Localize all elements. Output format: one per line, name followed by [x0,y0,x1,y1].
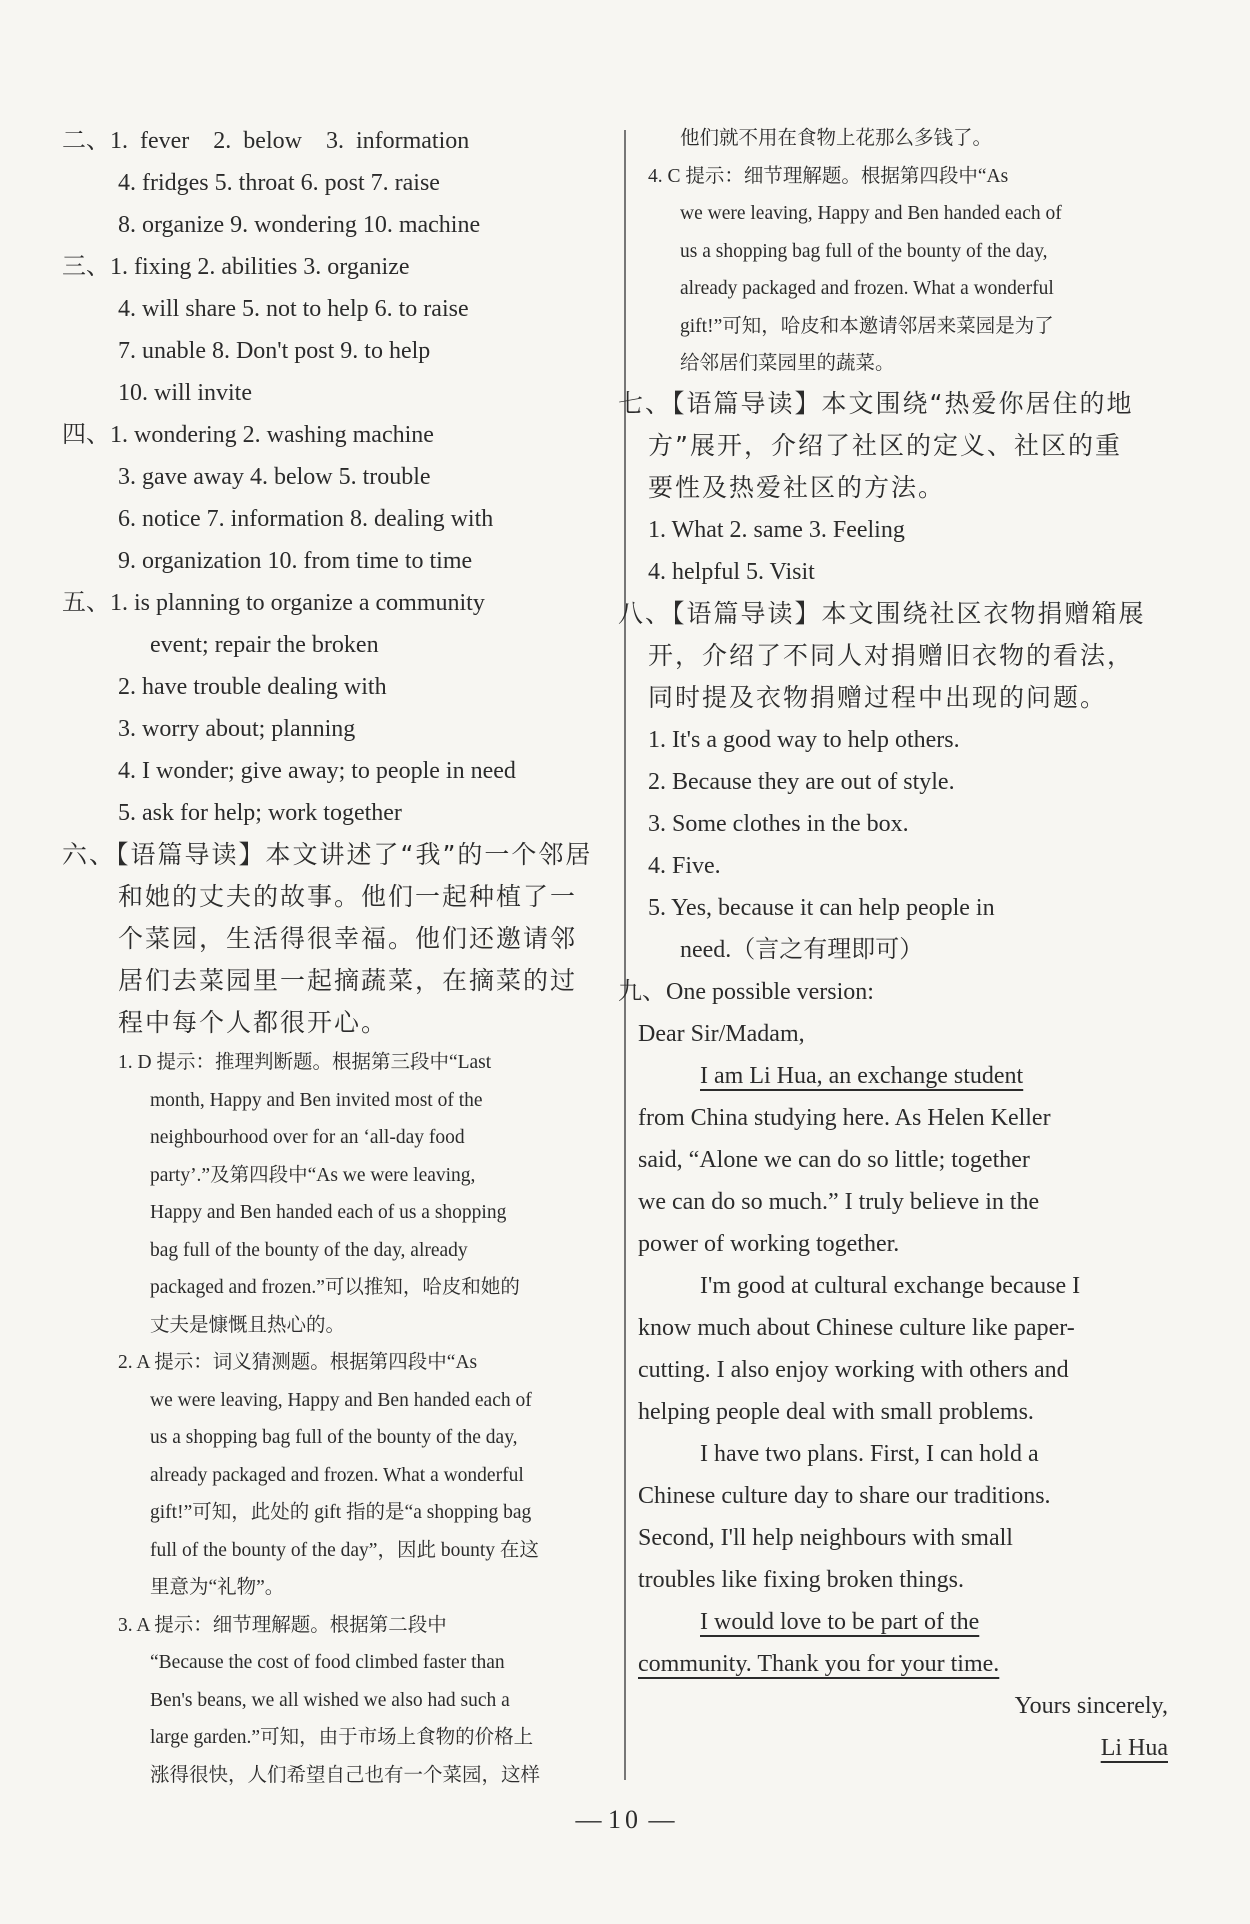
passage-guide: 六、【语篇导读】本文讲述了“我”的一个邻居 [62,840,593,869]
answer-line: 7. unable 8. Don't post 9. to help [118,338,431,364]
hint-line: packaged and frozen.”可以推知，哈皮和她的 [150,1277,520,1298]
hint-line: 2. A 提示：词义猜测题。根据第四段中“As [118,1352,478,1373]
hint-line: 他们就不用在食物上花那么多钱了。 [680,128,993,149]
hint-line: month, Happy and Ben invited most of the [150,1089,483,1111]
essay-line: community. Thank you for your time. [638,1650,1000,1677]
passage-guide: 开，介绍了不同人对捐赠旧衣物的看法， [648,640,1135,670]
column-divider [624,130,626,1780]
hint-line: 3. A 提示：细节理解题。根据第二段中 [118,1614,447,1636]
answer-line: 5. ask for help; work together [118,800,402,826]
passage-guide: 居们去菜园里一起摘蔬菜，在摘菜的过 [118,966,578,995]
page-number: — 10 — [575,1805,675,1834]
passage-guide: 同时提及衣物捐赠过程中出现的问题。 [648,682,1108,712]
answer-line: 二、1. fever 2. below 3. information [62,128,470,154]
hint-line: bag full of the bounty of the day, already [150,1239,468,1261]
hint-line: us a shopping bag full of the bounty of the day, [150,1427,518,1448]
essay-line: said, “Alone we can do so little; together [638,1146,1030,1173]
answer-line: 1. It's a good way to help others. [648,726,960,753]
essay-line: we can do so much.” I truly believe in the [638,1188,1040,1215]
answer-line: need.（言之有理即可） [680,936,924,963]
hint-line: 涨得很快，人们希望自己也有一个菜园，这样 [150,1764,541,1786]
answer-line: 4. Five. [648,852,721,879]
right-column [618,120,1188,1769]
answer-line: 3. gave away 4. below 5. trouble [118,464,431,490]
hint-line: already packaged and frozen. What a wonderful [680,278,1054,299]
hint-line: “Because the cost of food climbed faster than [150,1652,505,1673]
answer-line: 6. notice 7. information 8. dealing with [118,506,494,532]
answer-line: 3. Some clothes in the box. [648,810,909,837]
essay-heading: 九、One possible version: [618,978,874,1005]
essay-line: Chinese culture day to share our traditions. [638,1482,1051,1509]
hint-line: neighbourhood over for an ‘all-day food [150,1127,465,1148]
passage-guide: 和她的丈夫的故事。他们一起种植了一 [118,882,578,911]
essay-line: I would love to be part of the [700,1608,980,1635]
passage-guide: 个菜园，生活得很幸福。他们还邀请邻 [118,924,578,953]
passage-guide: 七、【语篇导读】本文围绕“热爱你居住的地 [618,388,1134,418]
hint-line: we were leaving, Happy and Ben handed each of [680,203,1062,224]
answer-line: 5. Yes, because it can help people in [648,894,995,921]
passage-guide: 八、【语篇导读】本文围绕社区衣物捐赠箱展 [618,598,1146,628]
hint-line: Happy and Ben handed each of us a shopping [150,1202,507,1223]
hint-line: 里意为“礼物”。 [150,1577,285,1598]
answer-line: 2. Because they are out of style. [648,768,955,795]
hint-line: us a shopping bag full of the bounty of the day, [680,240,1048,262]
essay-line: power of working together. [638,1230,900,1257]
answer-line: 五、1. is planning to organize a community [62,590,485,616]
answer-line: 四、1. wondering 2. washing machine [62,422,434,448]
answer-line: 4. fridges 5. throat 6. post 7. raise [118,170,440,196]
page-number-value: 10 [608,1805,642,1834]
answer-line: 9. organization 10. from time to time [118,548,473,574]
passage-guide: 方”展开，介绍了社区的定义、社区的重 [648,430,1122,460]
answer-line: 4. I wonder; give away; to people in need [118,758,516,784]
answer-line: event; repair the broken [150,632,379,658]
hint-line: we were leaving, Happy and Ben handed each of [150,1389,532,1411]
essay-line: troubles like fixing broken things. [638,1566,964,1593]
answer-line: 1. What 2. same 3. Feeling [648,516,905,543]
answer-line: 4. will share 5. not to help 6. to raise [118,296,469,322]
answer-line: 3. worry about; planning [118,716,356,742]
essay-line: from China studying here. As Helen Keller [638,1104,1051,1131]
answer-line: 10. will invite [118,380,252,406]
hint-line: gift!”可知，哈皮和本邀请邻居来菜园是为了 [680,315,1054,337]
answer-line: 2. have trouble dealing with [118,674,387,700]
hint-line: 4. C 提示：细节理解题。根据第四段中“As [648,165,1009,187]
hint-line: large garden.”可知，由于市场上食物的价格上 [150,1727,534,1748]
essay-line: know much about Chinese culture like paper- [638,1314,1075,1341]
answer-line: 三、1. fixing 2. abilities 3. organize [62,254,410,280]
essay-closing: Yours sincerely, [1014,1692,1168,1719]
hint-line: gift!”可知，此处的 gift 指的是“a shopping bag [150,1502,532,1523]
hint-line: 给邻居们菜园里的蔬菜。 [680,353,895,374]
essay-signature: Li Hua [1100,1734,1168,1761]
hint-line: Ben's beans, we all wished we also had such a [150,1689,510,1711]
essay-line: Second, I'll help neighbours with small [638,1524,1013,1551]
hint-line: 1. D 提示：推理判断题。根据第三段中“Last [118,1052,492,1073]
hint-line: party’.”及第四段中“As we were leaving, [150,1164,476,1186]
essay-line: I am Li Hua, an exchange student [700,1062,1024,1089]
essay-line: helping people deal with small problems. [638,1398,1034,1425]
essay-line: cutting. I also enjoy working with others and [638,1356,1069,1383]
passage-guide: 要性及热爱社区的方法。 [648,472,946,502]
essay-line: I'm good at cultural exchange because I [700,1272,1081,1299]
passage-guide: 程中每个人都很开心。 [118,1008,389,1037]
essay-greeting: Dear Sir/Madam, [638,1020,805,1047]
essay-line: I have two plans. First, I can hold a [700,1440,1039,1467]
answer-line: 4. helpful 5. Visit [648,558,815,585]
hint-line: 丈夫是慷慨且热心的。 [150,1314,346,1336]
left-column [62,120,602,1794]
answer-line: 8. organize 9. wondering 10. machine [118,212,481,238]
hint-line: already packaged and frozen. What a wonderful [150,1464,524,1486]
hint-line: full of the bounty of the day”，因此 bounty 在这 [150,1539,539,1561]
